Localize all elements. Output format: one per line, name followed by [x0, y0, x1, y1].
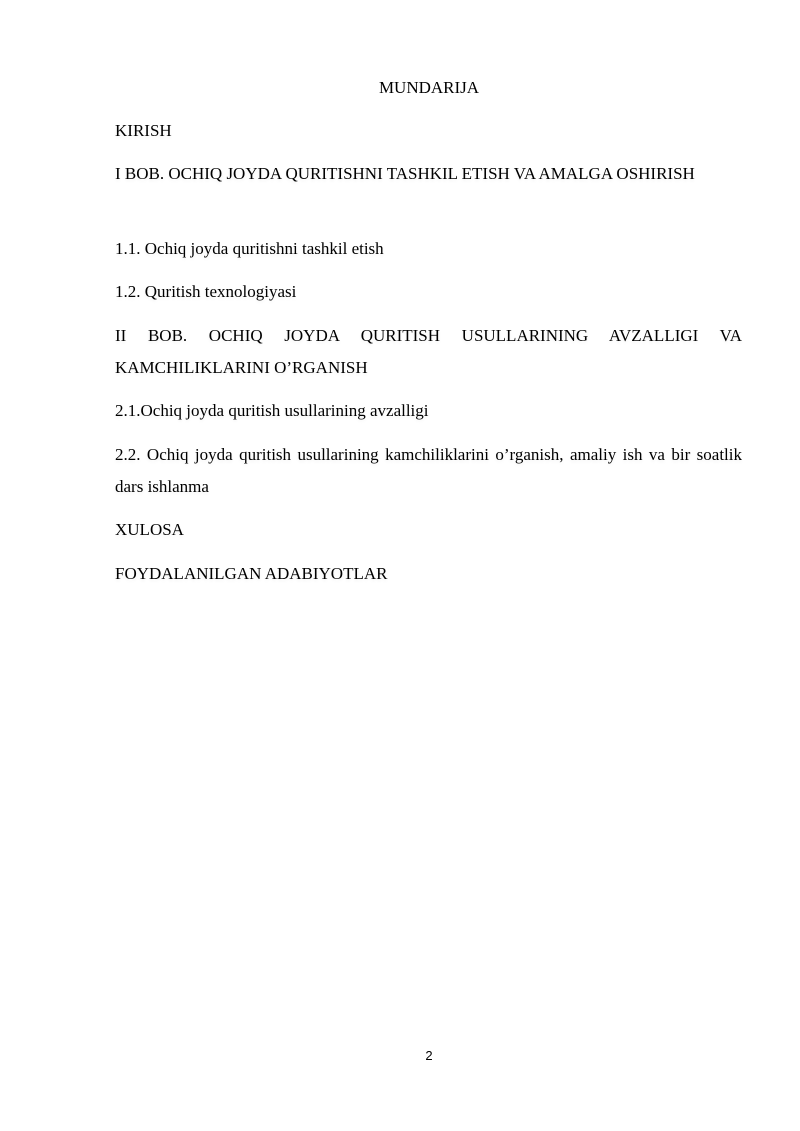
- toc-entry-section-1-1: 1.1. Ochiq joyda quritishni tashkil etish: [115, 239, 384, 258]
- toc-entry-chapter-2: II BOB. OCHIQ JOYDA QURITISH USULLARINING AVZALLIGI VA KAMCHILIKLARINI O’RGANISH: [115, 326, 742, 377]
- toc-entry-chapter-1: I BOB. OCHIQ JOYDA QURITISHNI TASHKIL ETISH VA AMALGA OSHIRISH: [115, 164, 695, 183]
- toc-entry-xulosa: XULOSA: [115, 520, 184, 539]
- toc-entry-section-1-2: 1.2. Quritish texnologiyasi: [115, 282, 297, 301]
- toc-entry-section-2-2: 2.2. Ochiq joyda quritish usullarining kamchiliklarini o’rganish, amaliy ish va bir soatlik dars ishlanma: [115, 445, 742, 496]
- toc-title: MUNDARIJA: [378, 78, 480, 97]
- toc-entry-kirish: KIRISH: [115, 121, 172, 140]
- page-number: 2: [425, 1048, 433, 1063]
- toc-entry-adabiyotlar: FOYDALANILGAN ADABIYOTLAR: [115, 564, 388, 583]
- toc-entry-section-2-1: 2.1.Ochiq joyda quritish usullarining avzalligi: [115, 401, 429, 420]
